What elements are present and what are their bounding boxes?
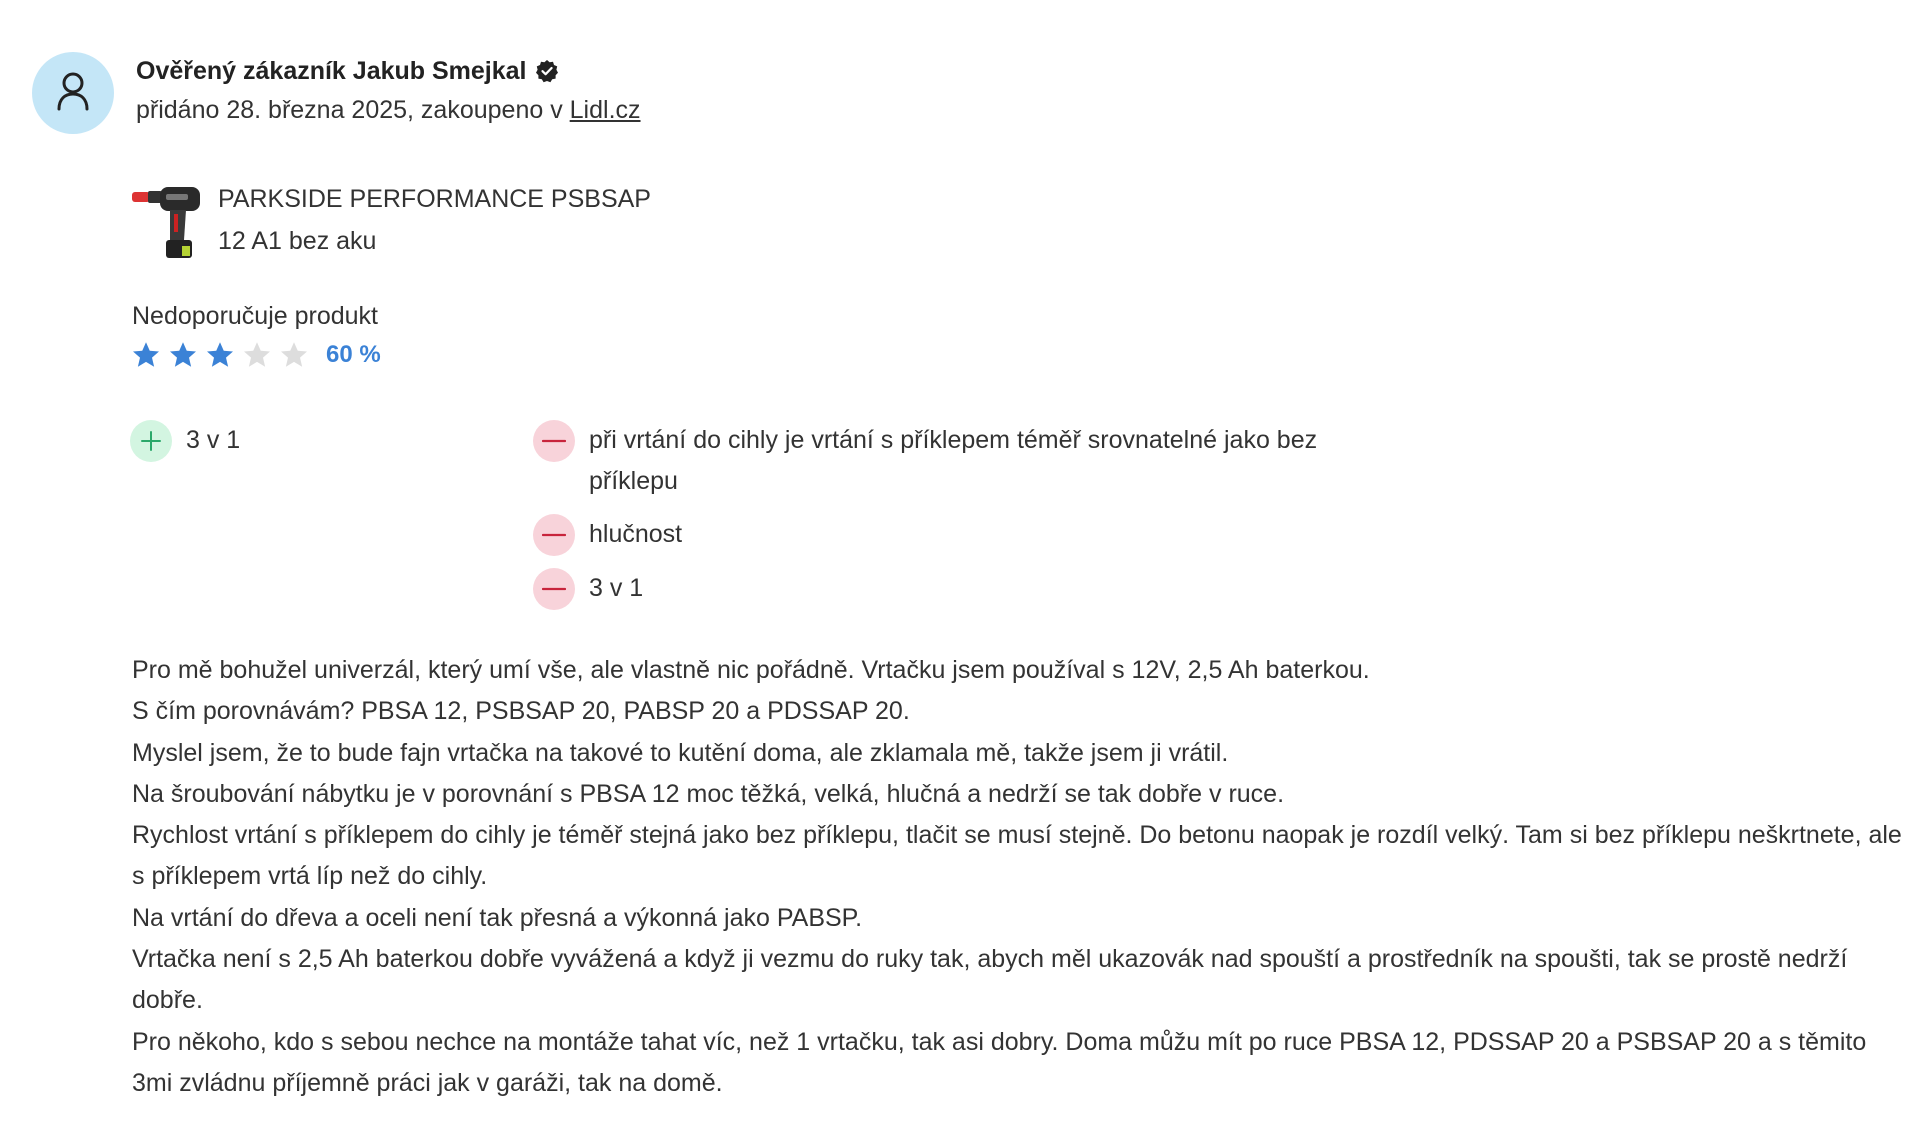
author-name-row [136, 52, 641, 90]
con-item [533, 568, 1333, 610]
cons-list [533, 420, 1333, 622]
minus-icon [533, 514, 575, 556]
author-block [136, 52, 641, 130]
review-paragraph: Na vrtání do dřeva a oceli není tak přesná a výkonná jako PABSP. [132, 903, 863, 932]
con-item [533, 514, 1333, 556]
review-paragraph: Vrtačka není s 2,5 Ah baterkou dobře vyvážená a když ji vezmu do ruky tak, abych měl ukazovák nad spouští a prostředník na spoušti, tak se prostě nedrží dobře. [132, 945, 1848, 1015]
con-text: hlučnost [589, 520, 683, 548]
minus-icon [533, 568, 575, 610]
verified-check-icon [535, 59, 559, 83]
con-text: 3 v 1 [589, 574, 644, 602]
user-icon [56, 71, 90, 116]
pros-list [130, 420, 510, 474]
star-icon-filled [205, 340, 235, 370]
review-body [132, 650, 1912, 1104]
review-paragraph: Myslel jsem, že to bude fajn vrtačka na takové to kutění doma, ale zklamala mě, takže jsem ji vrátil. [132, 738, 1229, 767]
product-name[interactable]: PARKSIDE PERFORMANCE PSBSAP 12 A1 bez aku [218, 185, 651, 255]
product-info[interactable] [130, 182, 678, 262]
star-icon-filled [131, 340, 161, 370]
drill-thumbnail[interactable] [130, 182, 206, 262]
con-item [533, 420, 1333, 502]
rating-percent: 60 % [326, 341, 381, 368]
review-paragraph: Rychlost vrtání s příklepem do cihly je téměř stejná jako bez příklepu, tlačit se musí stejně. Do betonu naopak je rozdíl velký. Tam si bez příklepu neškrtnete, ale s příklepem vrtá líp než do cihly. [132, 821, 1902, 891]
minus-icon [533, 420, 575, 462]
recommendation-text: Nedoporučuje produkt [132, 302, 378, 330]
shop-link[interactable]: Lidl.cz [569, 96, 641, 124]
star-icon-empty [279, 340, 309, 370]
review-paragraph: Pro někoho, kdo s sebou nechce na montáže tahat víc, než 1 vrtačku, tak asi dobry. Doma můžu mít po ruce PBSA 12, PDSSAP 20 a PSBSAP 20 a s těmito 3mi zvládnu příjemně práci jak v garáži, tak na domě. [132, 1027, 1867, 1097]
review-paragraph: S čím porovnávám? PBSA 12, PSBSAP 20, PABSP 20 a PDSSAP 20. [132, 697, 910, 726]
star-icon-filled [168, 340, 198, 370]
review-date-text: přidáno 28. března 2025, zakoupeno v [136, 96, 570, 124]
avatar [32, 52, 114, 134]
review-paragraph: Na šroubování nábytku je v porovnání s PBSA 12 moc těžká, velká, hlučná a nedrží se tak dobře v ruce. [132, 779, 1285, 808]
star-icon-empty [242, 340, 272, 370]
review-meta [136, 90, 641, 130]
con-text: při vrtání do cihly je vrtání s příklepem téměř srovnatelné jako bez příklepu [589, 426, 1318, 495]
review-paragraph: Pro mě bohužel univerzál, který umí vše, ale vlastně nic pořádně. Vrtačku jsem používal s 12V, 2,5 Ah baterkou. [132, 656, 1370, 684]
pro-text: 3 v 1 [186, 426, 241, 454]
plus-icon [130, 420, 172, 462]
author-name: Ověřený zákazník Jakub Smejkal [136, 57, 527, 85]
star-rating [131, 340, 381, 370]
pro-item [130, 420, 510, 462]
